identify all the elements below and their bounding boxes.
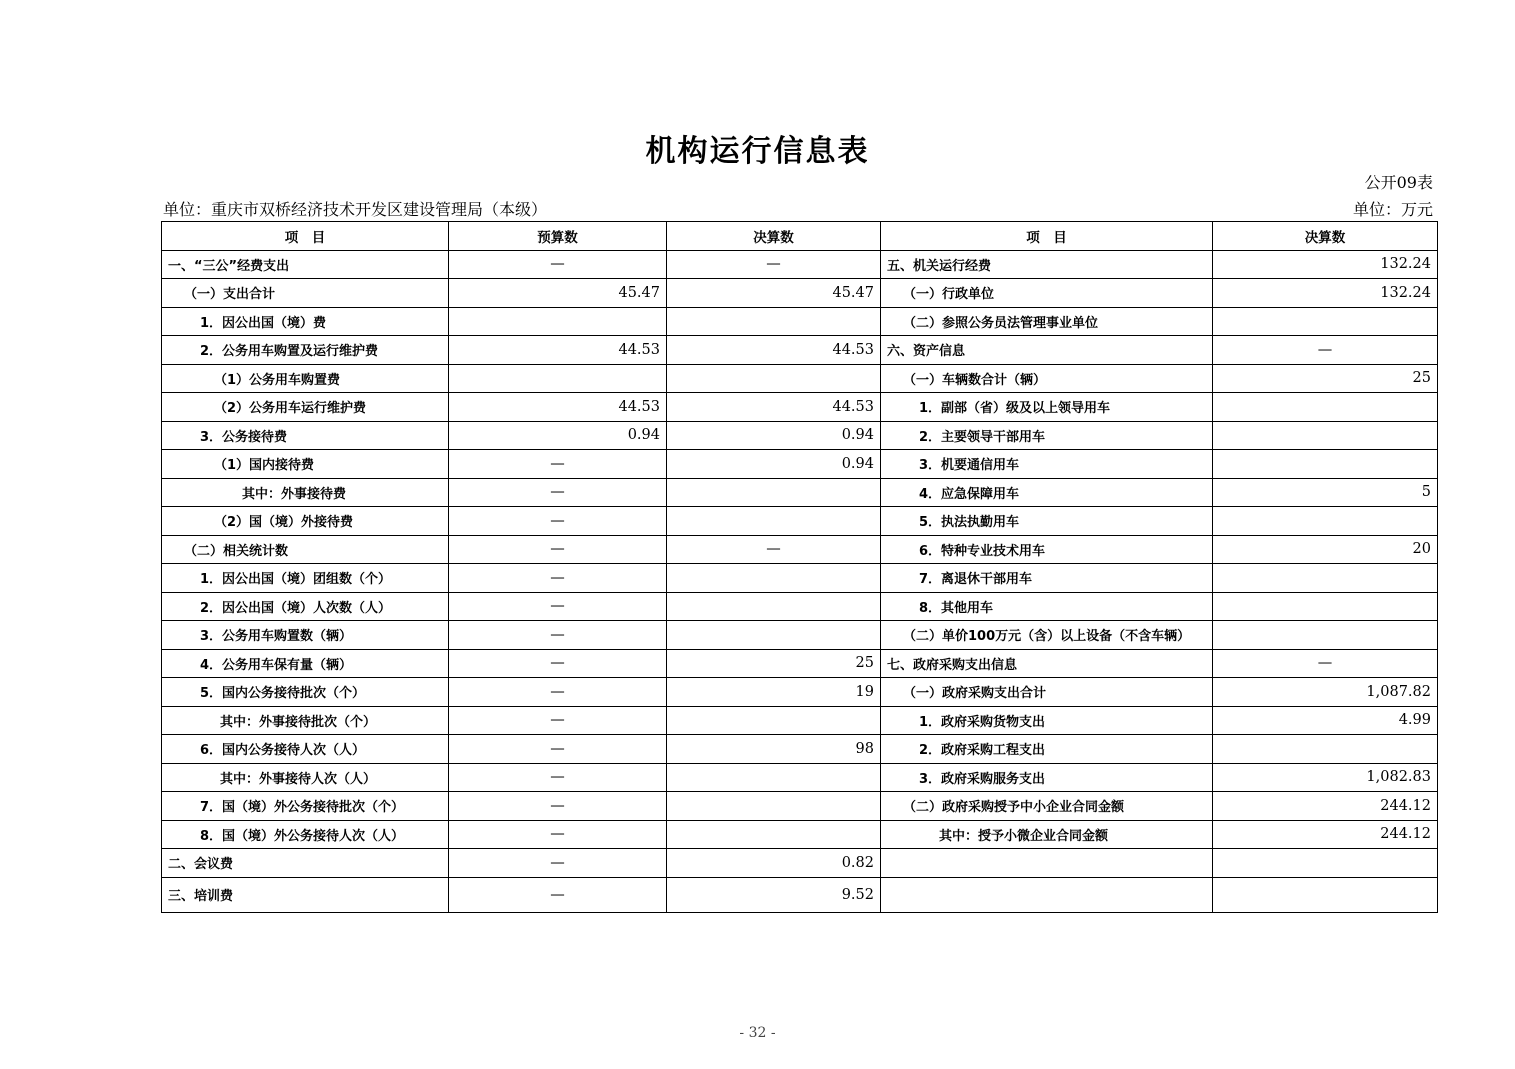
table-row (162, 250, 1438, 279)
row-budget-value: 44.53 (449, 336, 667, 365)
row-item-right: （二）政府采购授予中小企业合同金额 (881, 792, 1213, 821)
row-item-right: （一）车辆数合计（辆） (881, 364, 1213, 393)
row-budget-value: — (449, 450, 667, 479)
table-row (162, 820, 1438, 849)
row-final-value: 25 (667, 649, 881, 678)
row-right-final-value: 5 (1213, 478, 1438, 507)
table-row (162, 364, 1438, 393)
row-right-final-value: — (1213, 649, 1438, 678)
row-final-value (667, 364, 881, 393)
row-budget-value: — (449, 678, 667, 707)
unit-organization: 单位：重庆市双桥经济技术开发区建设管理局（本级） (163, 200, 548, 219)
header-final-left: 决算数 (667, 222, 881, 251)
row-budget-value: — (449, 763, 667, 792)
row-item-left: 5．国内公务接待批次（个） (162, 678, 449, 707)
row-budget-value: 44.53 (449, 393, 667, 422)
row-item-left: 二、会议费 (162, 849, 449, 878)
table-row (162, 792, 1438, 821)
row-final-value: 9.52 (667, 877, 881, 912)
row-item-left: 其中：外事接待批次（个） (162, 706, 449, 735)
table-row (162, 307, 1438, 336)
row-budget-value: — (449, 649, 667, 678)
row-right-final-value: 4.99 (1213, 706, 1438, 735)
row-item-left: 3．公务用车购置数（辆） (162, 621, 449, 650)
row-item-left: （2）国（境）外接待费 (162, 507, 449, 536)
row-item-right: 6．特种专业技术用车 (881, 535, 1213, 564)
row-final-value: — (667, 250, 881, 279)
row-item-right: 1．副部（省）级及以上领导用车 (881, 393, 1213, 422)
row-budget-value: 0.94 (449, 421, 667, 450)
row-final-value: 45.47 (667, 279, 881, 308)
table-row (162, 564, 1438, 593)
row-item-left: 2．公务用车购置及运行维护费 (162, 336, 449, 365)
row-item-right: 5．执法执勤用车 (881, 507, 1213, 536)
row-item-right: （一）政府采购支出合计 (881, 678, 1213, 707)
row-right-final-value (1213, 393, 1438, 422)
row-item-left: 8．国（境）外公务接待人次（人） (162, 820, 449, 849)
row-item-right (881, 849, 1213, 878)
table-row (162, 706, 1438, 735)
row-final-value (667, 307, 881, 336)
table-header-row (162, 222, 1438, 251)
row-right-final-value (1213, 849, 1438, 878)
row-item-left: 三、培训费 (162, 877, 449, 912)
row-final-value: 98 (667, 735, 881, 764)
row-item-left: （一）支出合计 (162, 279, 449, 308)
row-item-right: 五、机关运行经费 (881, 250, 1213, 279)
row-budget-value: — (449, 706, 667, 735)
row-item-right (881, 877, 1213, 912)
row-final-value (667, 507, 881, 536)
row-final-value (667, 564, 881, 593)
row-final-value: — (667, 535, 881, 564)
row-right-final-value (1213, 450, 1438, 479)
row-right-final-value (1213, 564, 1438, 593)
row-right-final-value (1213, 507, 1438, 536)
row-item-right: 1．政府采购货物支出 (881, 706, 1213, 735)
header-item-left: 项 目 (162, 222, 449, 251)
operation-info-table (161, 221, 1438, 913)
row-right-final-value (1213, 592, 1438, 621)
row-item-left: 1．因公出国（境）费 (162, 307, 449, 336)
row-budget-value: — (449, 535, 667, 564)
header-item-right: 项 目 (881, 222, 1213, 251)
table-body (162, 250, 1438, 912)
row-item-right: （一）行政单位 (881, 279, 1213, 308)
row-right-final-value (1213, 877, 1438, 912)
row-item-right: （二）单价100万元（含）以上设备（不含车辆） (881, 621, 1213, 650)
row-item-right: 3．政府采购服务支出 (881, 763, 1213, 792)
row-final-value: 0.94 (667, 450, 881, 479)
row-item-right: 3．机要通信用车 (881, 450, 1213, 479)
table-row (162, 592, 1438, 621)
row-final-value (667, 820, 881, 849)
table-row (162, 535, 1438, 564)
row-right-final-value: 132.24 (1213, 279, 1438, 308)
row-right-final-value: 132.24 (1213, 250, 1438, 279)
row-final-value: 0.82 (667, 849, 881, 878)
row-budget-value: 45.47 (449, 279, 667, 308)
row-item-left: 2．因公出国（境）人次数（人） (162, 592, 449, 621)
row-right-final-value: 1,087.82 (1213, 678, 1438, 707)
row-budget-value: — (449, 735, 667, 764)
row-item-left: 3．公务接待费 (162, 421, 449, 450)
row-item-right: （二）参照公务员法管理事业单位 (881, 307, 1213, 336)
table-row (162, 621, 1438, 650)
table-row (162, 478, 1438, 507)
row-right-final-value (1213, 621, 1438, 650)
row-item-left: 其中：外事接待费 (162, 478, 449, 507)
row-final-value (667, 478, 881, 507)
unit-currency: 单位：万元 (1352, 200, 1433, 219)
row-item-right: 2．主要领导干部用车 (881, 421, 1213, 450)
row-budget-value: — (449, 877, 667, 912)
row-budget-value (449, 307, 667, 336)
row-item-left: 7．国（境）外公务接待批次（个） (162, 792, 449, 821)
row-item-left: （二）相关统计数 (162, 535, 449, 564)
row-right-final-value (1213, 307, 1438, 336)
row-budget-value: — (449, 792, 667, 821)
row-right-final-value: — (1213, 336, 1438, 365)
table-row (162, 507, 1438, 536)
row-budget-value: — (449, 621, 667, 650)
row-item-right: 2．政府采购工程支出 (881, 735, 1213, 764)
row-right-final-value: 244.12 (1213, 792, 1438, 821)
row-item-right: 其中：授予小微企业合同金额 (881, 820, 1213, 849)
row-item-right: 7．离退休干部用车 (881, 564, 1213, 593)
table-row (162, 849, 1438, 878)
header-final-right: 决算数 (1213, 222, 1438, 251)
row-item-right: 六、资产信息 (881, 336, 1213, 365)
row-budget-value: — (449, 820, 667, 849)
table-row (162, 649, 1438, 678)
row-final-value (667, 706, 881, 735)
row-right-final-value: 25 (1213, 364, 1438, 393)
row-final-value (667, 792, 881, 821)
row-right-final-value: 20 (1213, 535, 1438, 564)
row-budget-value: — (449, 564, 667, 593)
row-final-value (667, 592, 881, 621)
row-right-final-value (1213, 735, 1438, 764)
table-row (162, 763, 1438, 792)
table-row (162, 450, 1438, 479)
row-item-right: 8．其他用车 (881, 592, 1213, 621)
table-row (162, 877, 1438, 912)
row-final-value: 0.94 (667, 421, 881, 450)
form-number: 公开09表 (1364, 173, 1433, 192)
row-right-final-value: 244.12 (1213, 820, 1438, 849)
row-final-value (667, 763, 881, 792)
row-item-left: 1．因公出国（境）团组数（个） (162, 564, 449, 593)
row-final-value (667, 621, 881, 650)
row-item-left: 6．国内公务接待人次（人） (162, 735, 449, 764)
row-budget-value: — (449, 592, 667, 621)
page-number: - 32 - (739, 1025, 776, 1041)
table-row (162, 678, 1438, 707)
table-row (162, 336, 1438, 365)
table-row (162, 735, 1438, 764)
row-budget-value: — (449, 250, 667, 279)
row-item-left: （1）公务用车购置费 (162, 364, 449, 393)
row-item-left: 其中：外事接待人次（人） (162, 763, 449, 792)
row-final-value: 44.53 (667, 393, 881, 422)
row-item-right: 4．应急保障用车 (881, 478, 1213, 507)
table-row (162, 421, 1438, 450)
table-row (162, 279, 1438, 308)
row-right-final-value (1213, 421, 1438, 450)
row-item-left: （2）公务用车运行维护费 (162, 393, 449, 422)
row-item-right: 七、政府采购支出信息 (881, 649, 1213, 678)
row-budget-value: — (449, 849, 667, 878)
row-item-left: 一、“三公”经费支出 (162, 250, 449, 279)
row-item-left: （1）国内接待费 (162, 450, 449, 479)
row-right-final-value: 1,082.83 (1213, 763, 1438, 792)
row-final-value: 44.53 (667, 336, 881, 365)
row-item-left: 4．公务用车保有量（辆） (162, 649, 449, 678)
page-title: 机构运行信息表 (645, 134, 870, 169)
row-budget-value (449, 364, 667, 393)
row-budget-value: — (449, 507, 667, 536)
row-final-value: 19 (667, 678, 881, 707)
header-budget: 预算数 (449, 222, 667, 251)
table-row (162, 393, 1438, 422)
row-budget-value: — (449, 478, 667, 507)
